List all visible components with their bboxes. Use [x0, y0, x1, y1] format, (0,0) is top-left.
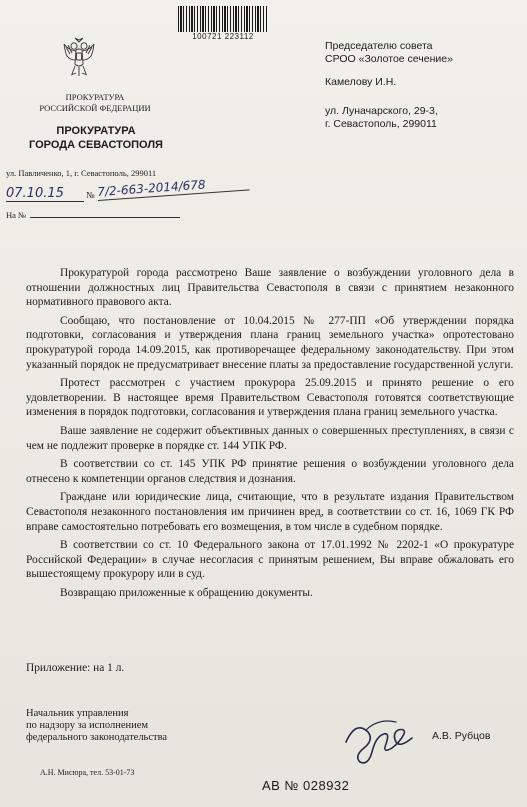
body-paragraph: Ваше заявление не содержит объективных данных о совершенных преступлениях, в связи с чем не подлежит проверке в порядке ст. 144 УПК РФ.	[26, 424, 514, 452]
signer-title-line2: по надзору за исполнением	[26, 720, 149, 731]
body-paragraph: В соответствии со ст. 10 Федерального закона от 17.01.1992 № 2202-1 «О прокуратуре Российской Федерации» в случае несогласия с принятым решением, Вы вправе обжаловать его вышестоящему прокурору или в суд.	[26, 539, 514, 581]
parent-org-line1: ПРОКУРАТУРА	[65, 92, 125, 102]
emblem-icon	[62, 36, 96, 78]
registration-line	[6, 177, 246, 206]
recipient-block	[325, 40, 525, 131]
number-sign: №	[86, 190, 95, 200]
recipient-street: ул. Луначарского, 29-3,	[325, 105, 438, 117]
barcode-number: 100721 223112	[192, 32, 254, 41]
reply-to-number	[6, 210, 180, 220]
registration-number: 7/2-663-2014/678	[97, 174, 250, 201]
reply-to-blank	[30, 217, 180, 218]
reply-to-label: На №	[6, 210, 27, 220]
recipient-city: г. Севастополь, 299011	[325, 118, 437, 130]
recipient-line2: СРОО «Золотое сечение»	[325, 53, 453, 65]
signer-title-line3: федерального законодательства	[26, 732, 168, 743]
parent-organization	[30, 92, 160, 114]
signer-name: А.В. Рубцов	[432, 730, 491, 742]
recipient-line1: Председателю совета	[325, 40, 433, 52]
executor-contact: А.Н. Мисюра, тел. 53-01-73	[40, 768, 135, 777]
registration-date: 07.10.15	[6, 186, 84, 202]
handwritten-signature	[338, 712, 420, 768]
body-paragraph: Сообщаю, что постановление от 10.04.2015 № 277-ПП «Об утверждении порядка подготовки, согласования и утверждения плана границ земельного участка» опротестовано прокуратурой города 14.09.2015, как противоречащее федеральному законодательству. При этом указанный порядок не предусматривает внесение платы за предоставление государственной услуги.	[26, 314, 514, 371]
signer-title	[26, 708, 246, 744]
letter-body	[26, 266, 514, 604]
body-paragraph: В соответствии со ст. 145 УПК РФ принятие решения о возбуждении уголовного дела отнесено к компетенции органов следствия и дознания.	[26, 458, 514, 485]
barcode-bars	[178, 6, 268, 32]
recipient-name: Камелову И.Н.	[325, 76, 397, 88]
body-paragraph: Прокуратурой города рассмотрено Ваше заявление о возбуждении уголовного дела в отношении должностных лиц Правительства Севастополя в связи с принятием незаконного нормативного правового акта.	[26, 267, 514, 309]
signer-title-line1: Начальник управления	[26, 708, 129, 719]
barcode	[178, 6, 268, 40]
organization-name	[12, 124, 180, 152]
org-name-line2: ГОРОДА СЕВАСТОПОЛЯ	[29, 139, 163, 151]
body-paragraph: Граждане или юридические лица, считающие, что в результате издания Правительством Севастополя незаконного постановления им причинен вред, в соответствии со ст. 16, 1069 ГК РФ вправе самостоятельно потребовать его возмещения, в том числе в судебном порядке.	[26, 491, 514, 533]
org-name-line1: ПРОКУРАТУРА	[56, 125, 136, 137]
attachment-note: Приложение: на 1 л.	[26, 662, 125, 674]
parent-org-line2: РОССИЙСКОЙ ФЕДЕРАЦИИ	[39, 103, 151, 113]
body-paragraph: Возвращаю приложенные к обращению документы.	[60, 586, 313, 599]
form-serial-number: АВ № 028932	[262, 778, 350, 793]
organization-address: ул. Павличенко, 1, г. Севастополь, 299011	[6, 168, 157, 178]
body-paragraph: Протест рассмотрен с участием прокурора 25.09.2015 и принято решение о его удовлетворении. В настоящее время Правительством Севастополя готовятся соответствующие изменения в порядок подготовки, согласования и утверждения плана границ земельного участка.	[26, 377, 514, 419]
